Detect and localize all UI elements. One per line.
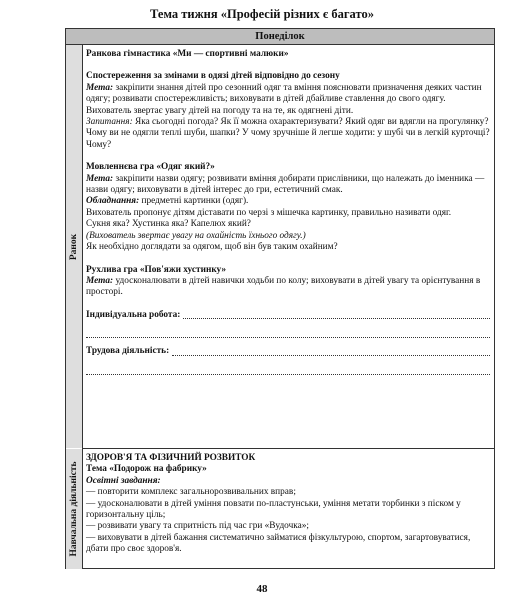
section-label-educational: [66, 449, 83, 569]
individual-work-field[interactable]: [183, 318, 490, 319]
labor-field[interactable]: [172, 355, 490, 356]
morning-label: Ранок: [69, 233, 79, 260]
speech-game-text-2: Сукня яка? Хустинка яка? Капелюх який?: [86, 219, 251, 230]
observation-goal: Мета: закріпити знання дітей про сезонний одяг та вміння пояснювати призначення деяких частин одягу; розвивати спостережливість; виховувати в дітей дбайливе ставлення до свого одягу.: [86, 82, 482, 105]
observation-questions: Запитання: Яка сьогодні погода? Як її можна охарактеризувати? Який одяг ви вдягли на прогулянку? Чому ви не одягли теплі шуби, шапки? У чому зручніше й легше ходити: у шубі чи в легкій курточці? Чому?: [86, 117, 490, 150]
edu-task: — виховувати в дітей бажання систематично займатися фізкультурою, спортом, загартовуватися, дбати про своє здоров'я.: [86, 532, 471, 555]
educational-content: [86, 453, 492, 556]
speech-game-text-1: Вихователь пропонує дітям діставати по черзі з мішечка картинку, правильно називати одяг.: [86, 207, 452, 218]
day-header: Понеділок: [66, 29, 494, 45]
speech-game-heading: Мовленнєва гра «Одяг який?»: [86, 162, 215, 173]
speech-game-text-3: (Вихователь звертає увагу на охайність їхнього одягу.): [86, 230, 306, 241]
speech-game-text-4: Як необхідно доглядати за одягом, щоб він був таким охайним?: [86, 242, 338, 253]
labor-line[interactable]: [86, 358, 490, 375]
moving-game-heading: Рухлива гра «Пов'яжи хустинку»: [86, 264, 227, 275]
morning-content: [86, 49, 492, 375]
edu-topic: Тема «Подорож на фабрику»: [86, 464, 207, 475]
edu-task: — удосконалювати в дітей уміння повзати по-пластунськи, уміння метати торбинки з піском у горизонтальну ціль;: [86, 498, 461, 521]
labor-label: Трудова діяльність:: [86, 346, 170, 357]
speech-game-goal: Мета: закріпити назви одягу; розвивати вміння добирати прислівники, що належать до іменника — назви одягу; виховувати в дітей інтерес до гри, естетичний смак.: [86, 173, 485, 196]
individual-work-line[interactable]: [86, 321, 490, 338]
observation-heading: Спостереження за змінами в одязі дітей відповідно до сезону: [86, 71, 340, 82]
edu-task: — повторити комплекс загальнорозвивальних вправ;: [86, 487, 296, 498]
labor-row[interactable]: [86, 346, 492, 357]
section-divider: [82, 448, 494, 449]
edu-tasks-label: Освітні завдання:: [86, 475, 161, 486]
speech-game-equipment: Обладнання: предметні картинки (одяг).: [86, 196, 249, 207]
page-number: 48: [256, 583, 268, 595]
plan-table: [65, 28, 495, 569]
edu-area: ЗДОРОВ'Я ТА ФІЗИЧНИЙ РОЗВИТОК: [86, 453, 256, 463]
individual-work-row[interactable]: [86, 310, 492, 321]
week-topic-title: Тема тижня «Професій різних є багато»: [150, 7, 374, 21]
section-label-morning: [66, 45, 83, 448]
edu-task: — розвивати увагу та спритність під час гри «Вудочка»;: [86, 521, 309, 532]
individual-work-label: Індивідуальна робота:: [86, 309, 181, 320]
gym-heading: Ранкова гімнастика «Ми — спортивні малюки»: [86, 49, 289, 59]
observation-text: Вихователь звертає увагу дітей на погоду та на те, як одягнені діти.: [86, 105, 354, 116]
moving-game-goal: Мета: удосконалювати в дітей навички ходьби по колу; виховувати в дітей увагу та орієнтування в просторі.: [86, 275, 481, 298]
educational-label: Навчальна діяльність: [69, 461, 79, 557]
